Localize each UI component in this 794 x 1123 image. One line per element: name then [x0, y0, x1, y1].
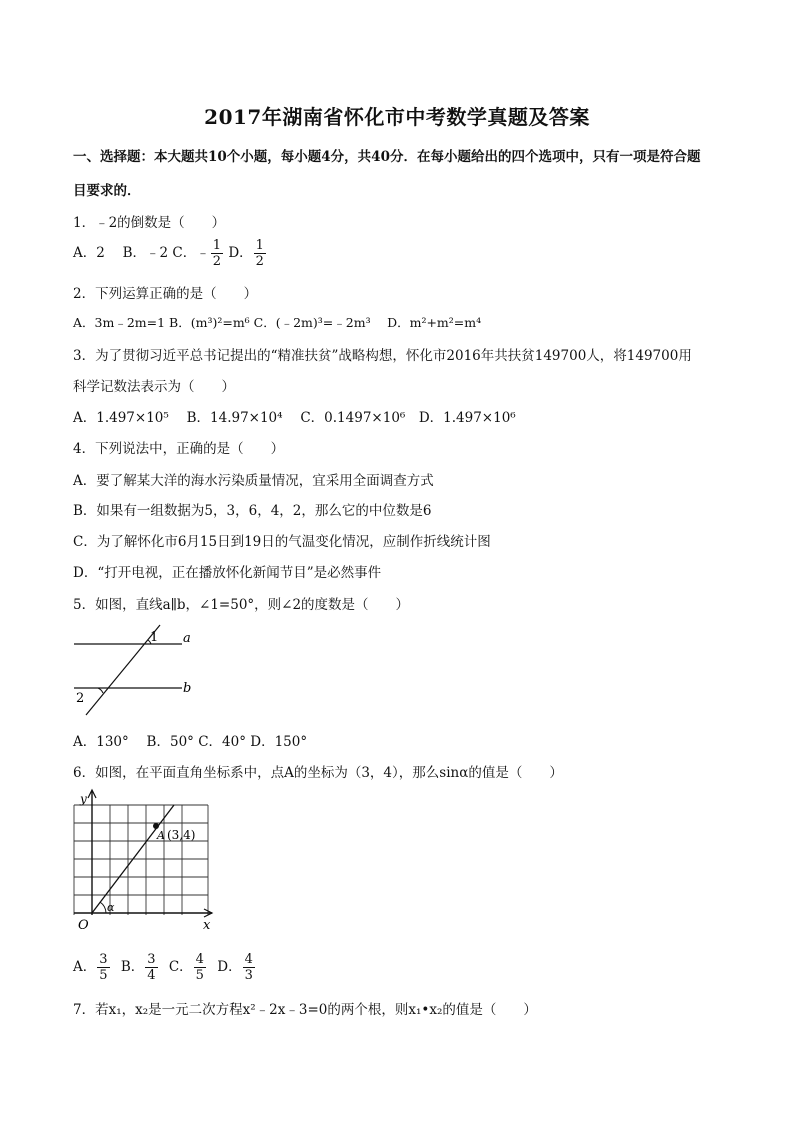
q1-frac-c: [211, 238, 223, 269]
q4-option-a: A．要了解某大洋的海水污染质量情况，宜采用全面调查方式: [73, 473, 434, 489]
q6-coordinate-figure: [70, 787, 220, 935]
q7-stem: 7．若x₁，x₂是一元二次方程x²﹣2x﹣3=0的两个根，则x₁•x₂的值是（ ）: [73, 1002, 537, 1018]
q4-stem: 4．下列说法中，正确的是（ ）: [73, 441, 285, 457]
q5-options: A．130° B．50° C．40° D．150°: [73, 734, 308, 750]
page-title: 2017年湖南省怀化市中考数学真题及答案: [204, 105, 590, 129]
q6-point-label: A: [157, 829, 165, 842]
q6-coord-label: (3,4): [167, 828, 196, 842]
q6-frac-a-num: 3: [99, 952, 108, 967]
q3-stem-line2: 科学记数法表示为（ ）: [73, 379, 235, 395]
q6-frac-d-den: 3: [244, 968, 253, 983]
q6-opt-a-label: A．: [73, 959, 97, 975]
q1-stem: 1．﹣2的倒数是（ ）: [73, 215, 226, 231]
q6-frac-d-num: 4: [244, 952, 253, 967]
q6-alpha-label: α: [107, 901, 115, 914]
q6-frac-d: [243, 952, 255, 983]
q4-option-b: B．如果有一组数据为5，3，6，4，2，那么它的中位数是6: [73, 503, 432, 519]
q5-stem: 5．如图，直线a∥b，∠1=50°，则∠2的度数是（ ）: [73, 597, 410, 613]
q1-options: [73, 238, 267, 269]
q6-frac-a: [97, 952, 109, 983]
q6-frac-c: [194, 952, 206, 983]
q6-frac-c-num: 4: [195, 952, 204, 967]
q6-origin-label: O: [78, 918, 89, 933]
q3-stem-line1: 3．为了贯彻习近平总书记提出的“精准扶贫”战略构想，怀化市2016年共扶贫149700人，将149700用: [73, 348, 692, 364]
q1-frac-c-num: 1: [212, 238, 222, 253]
q2-options: A．3m﹣2m=1 B．(m³)²=m⁶ C．(﹣2m)³=﹣2m³ D．m²+m²=m⁴: [73, 315, 482, 330]
q4-option-c: C．为了解怀化市6月15日到19日的气温变化情况，应制作折线统计图: [73, 534, 491, 550]
q5-line-b-label: b: [183, 681, 192, 696]
q6-stem: 6．如图，在平面直角坐标系中，点A的坐标为（3，4），那么sinα的值是（ ）: [73, 765, 563, 781]
q6-frac-b: [145, 952, 157, 983]
q4-option-d: D．“打开电视，正在播放怀化新闻节目”是必然事件: [73, 565, 382, 581]
q6-opt-d-label: D．: [217, 959, 242, 975]
q6-x-label: x: [203, 918, 211, 933]
q5-transversal: [86, 625, 160, 715]
q6-alpha-arc: [100, 902, 106, 913]
q6-frac-c-den: 5: [195, 968, 204, 983]
q5-angle2-label: 2: [76, 691, 85, 706]
q1-options-ab: A．2 B．﹣2 C．﹣: [73, 245, 210, 261]
q5-parallel-lines-figure: [70, 623, 200, 719]
q6-frac-b-den: 4: [147, 968, 156, 983]
q1-option-d-label: D．: [224, 245, 253, 261]
q6-grid: [74, 805, 208, 915]
q1-frac-c-den: 2: [212, 254, 222, 269]
q6-options: [73, 952, 256, 983]
q6-y-label: y: [80, 792, 87, 806]
q5-line-a-label: a: [183, 631, 191, 646]
q5-angle1-label: 1: [150, 630, 159, 645]
section-header-line2: 目要求的．: [73, 183, 141, 199]
q3-options: A．1.497×10⁵ B．14.97×10⁴ C．0.1497×10⁶ D．1.497×10⁶: [73, 410, 516, 426]
q5-angle2-arc: [98, 688, 103, 693]
q1-frac-d-num: 1: [255, 238, 264, 253]
q6-frac-a-den: 5: [99, 968, 108, 983]
q1-frac-d: [254, 238, 266, 269]
q6-opt-c-label: C．: [168, 959, 193, 975]
q2-stem: 2．下列运算正确的是（ ）: [73, 286, 258, 302]
q6-opt-b-label: B．: [120, 959, 145, 975]
q6-frac-b-num: 3: [147, 952, 156, 967]
section-header-line1: 一、选择题：本大题共10个小题，每小题4分，共40分．在每小题给出的四个选项中，只有一项是符合题: [73, 149, 701, 165]
q1-frac-d-den: 2: [255, 254, 264, 269]
